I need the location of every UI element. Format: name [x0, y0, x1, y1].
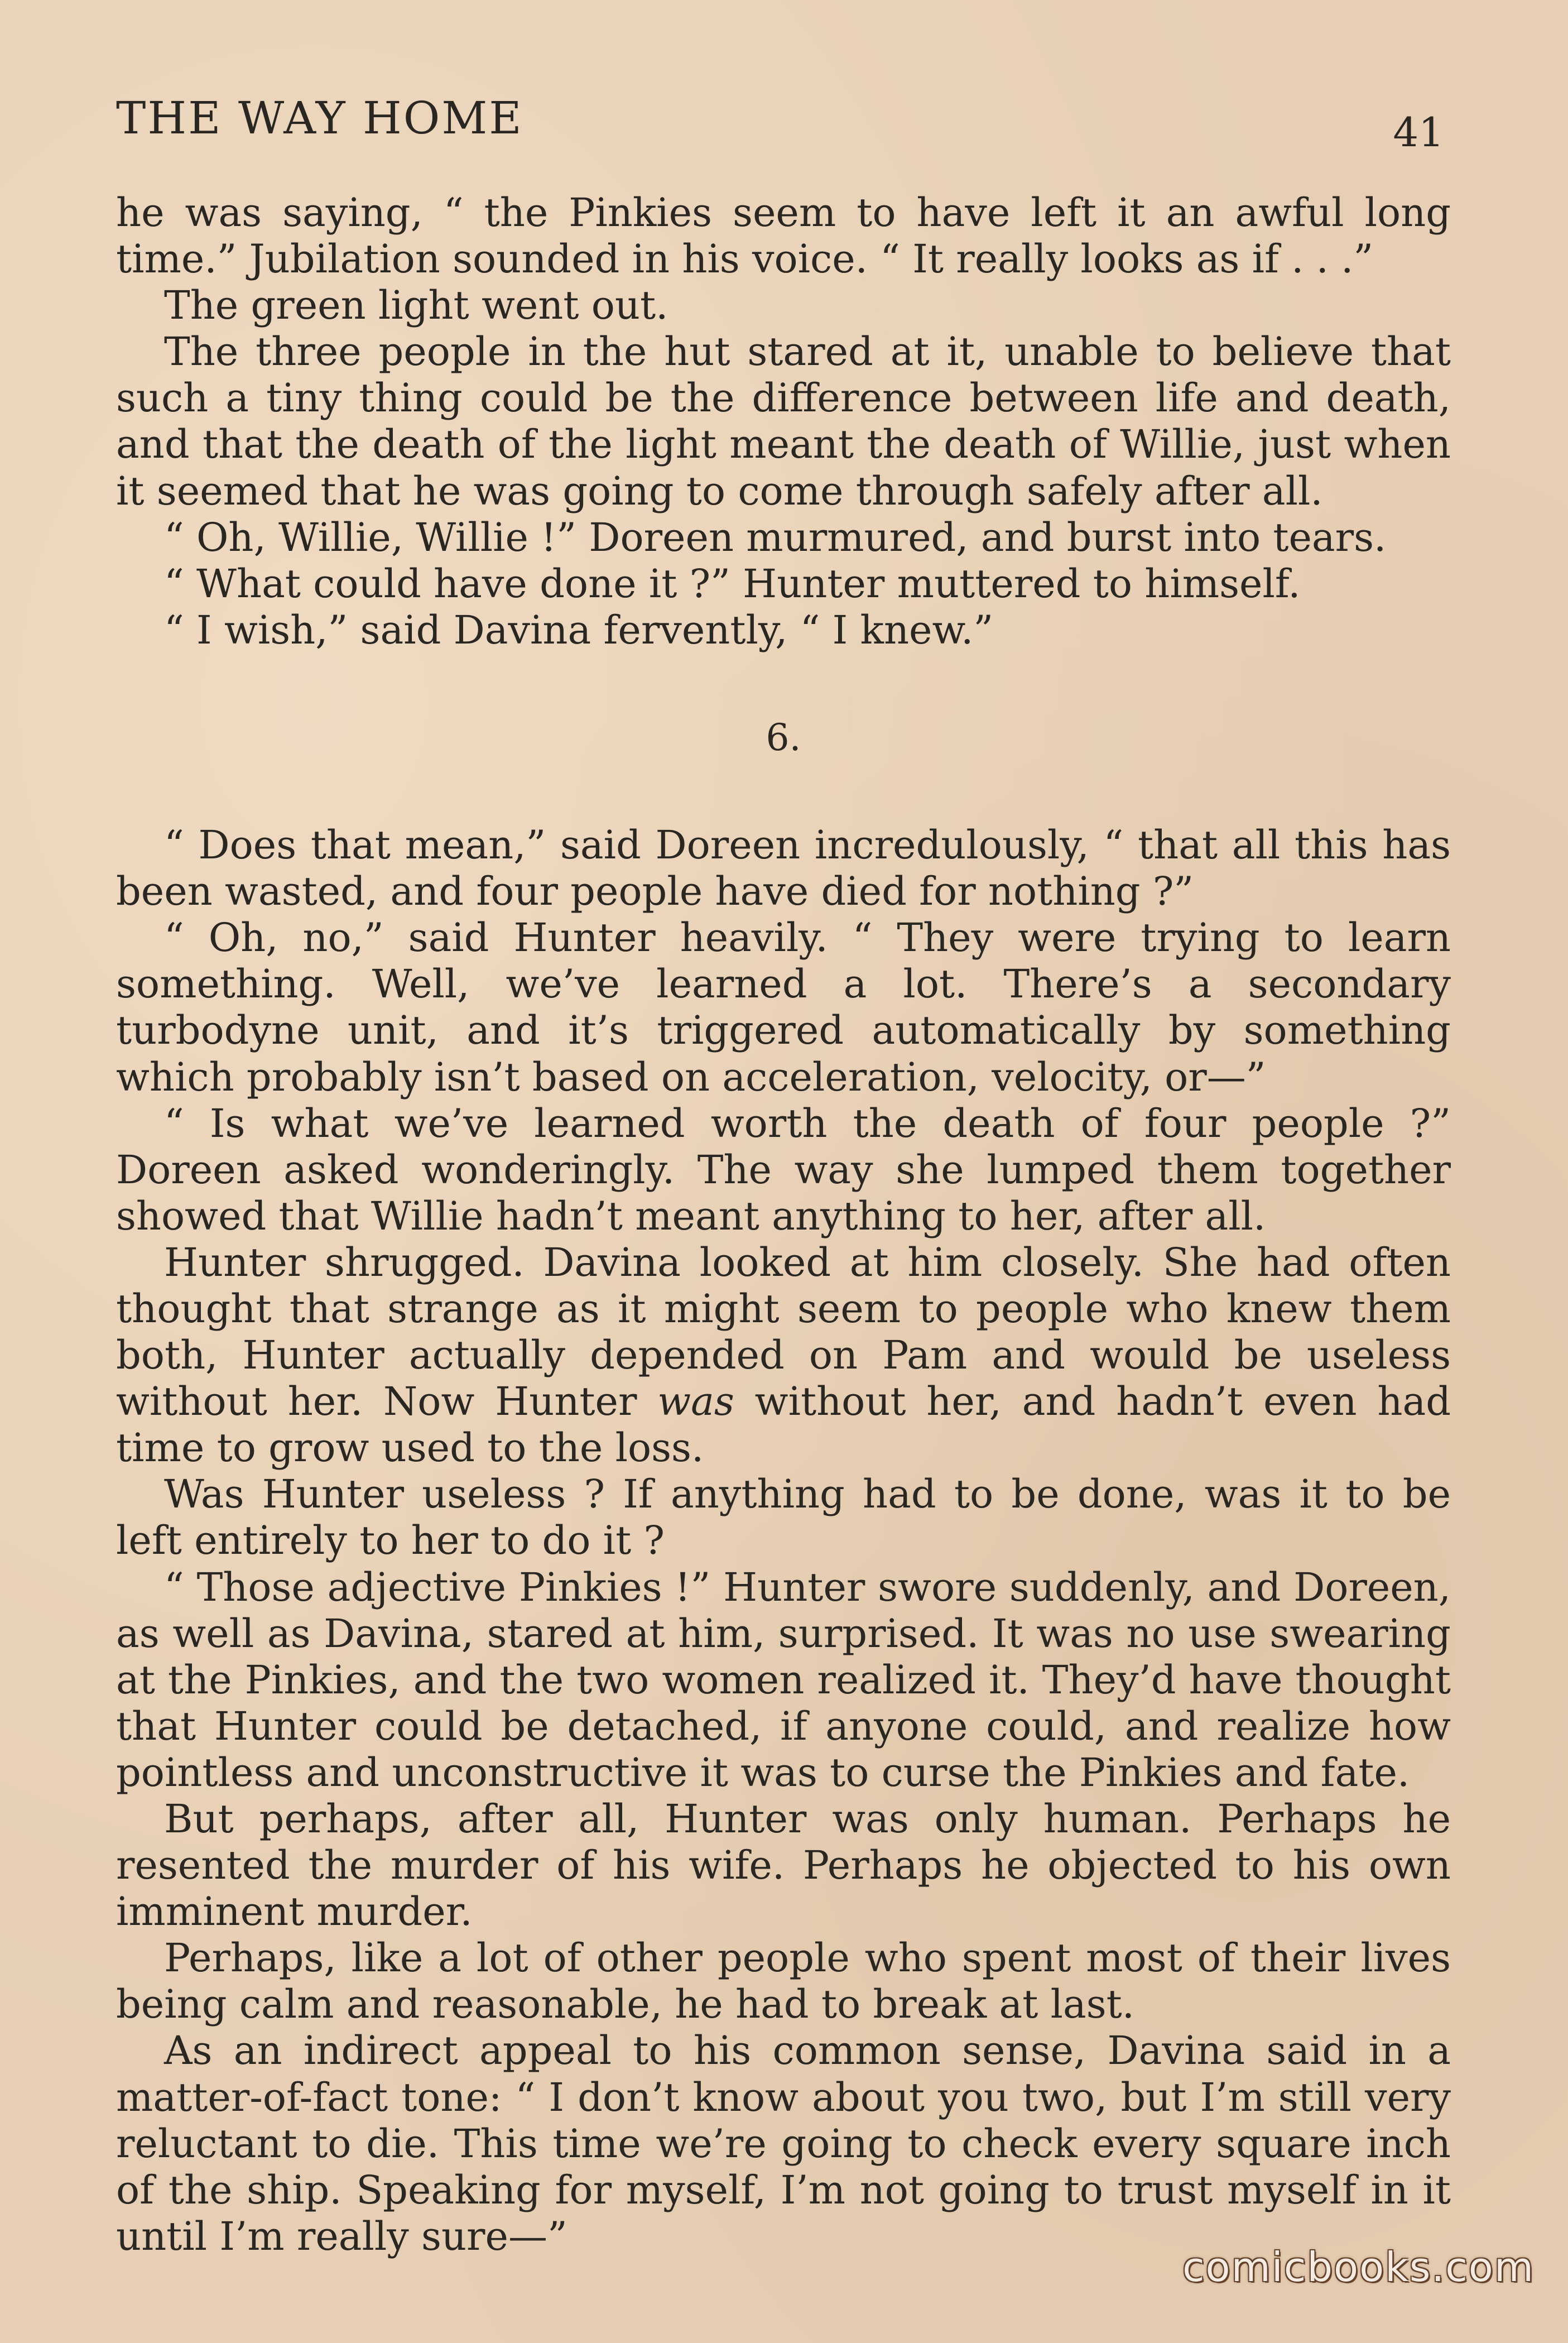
- paragraph: “ Is what we’ve learned worth the death of four people ?” Doreen asked wonderingly. The way she lumped them together showed that Willie hadn’t meant anything to her, after all.: [116, 1100, 1451, 1239]
- paragraph: he was saying, “ the Pinkies seem to have left it an awful long time.” Jubilation sounded in his voice. “ It really looks as if . . .”: [116, 190, 1451, 282]
- paragraph: “ I wish,” said Davina fervently, “ I knew.”: [164, 607, 994, 653]
- paragraph: “ Oh, Willie, Willie !” Doreen murmured, and burst into tears.: [164, 514, 1387, 560]
- paragraph: “ What could have done it ?” Hunter muttered to himself.: [164, 560, 1301, 607]
- section-number: 6.: [766, 716, 801, 759]
- paragraph: The three people in the hut stared at it, unable to believe that such a tiny thing could be the difference between life and death, and that the death of the light meant the death of Willie, just when it seemed that he was going to come through safely after all.: [116, 329, 1451, 514]
- paragraph-text: Hunter shrugged. Davina looked at him closely. She had often thought that strange as it might seem to people who knew them both, Hunter actually depended on Pam and would be useless without her. Now Hunter: [116, 1239, 1451, 1425]
- paragraph: “ Oh, no,” said Hunter heavily. “ They were trying to learn something. Well, we’ve learned a lot. There’s a secondary turbodyne unit, and it’s triggered automatically by something which probably isn’t based on acceleration, velocity, or—”: [116, 915, 1451, 1100]
- running-head: THE WAY HOME: [116, 92, 523, 144]
- body-text: [116, 190, 1451, 2260]
- paragraph: Was Hunter useless ? If anything had to be done, was it to be left entirely to her to do it ?: [116, 1471, 1451, 1564]
- paragraph: As an indirect appeal to his common sense, Davina said in a matter-of-fact tone: “ I don’t know about you two, but I’m still very reluctant to die. This time we’re going to check every square inch of the ship. Speaking for myself, I’m not going to trust myself in it until I’m really sure—”: [116, 2028, 1451, 2259]
- page-number: 41: [1393, 109, 1444, 156]
- paragraph: “ Does that mean,” said Doreen incredulously, “ that all this has been wasted, and four people have died for nothing ?”: [116, 822, 1451, 915]
- paragraph: But perhaps, after all, Hunter was only human. Perhaps he resented the murder of his wife. Perhaps he objected to his own imminent murder.: [116, 1796, 1451, 1935]
- paragraph: [116, 1240, 1451, 1471]
- paragraph-text: without her, and hadn’t even had time to grow used to the loss.: [116, 1379, 1451, 1471]
- paragraph: Perhaps, like a lot of other people who spent most of their lives being calm and reasonable, he had to break at last.: [116, 1935, 1451, 2028]
- paragraph: “ Those adjective Pinkies !” Hunter swore suddenly, and Doreen, as well as Davina, stared at him, surprised. It was no use swearing at the Pinkies, and the two women realized it. They’d have thought that Hunter could be detached, if anyone could, and realize how pointless and unconstructive it was to curse the Pinkies and fate.: [116, 1564, 1451, 1795]
- paragraph: The green light went out.: [164, 282, 668, 329]
- watermark: comicbooks.com: [1182, 2244, 1535, 2291]
- italic-emphasis: was: [657, 1379, 734, 1425]
